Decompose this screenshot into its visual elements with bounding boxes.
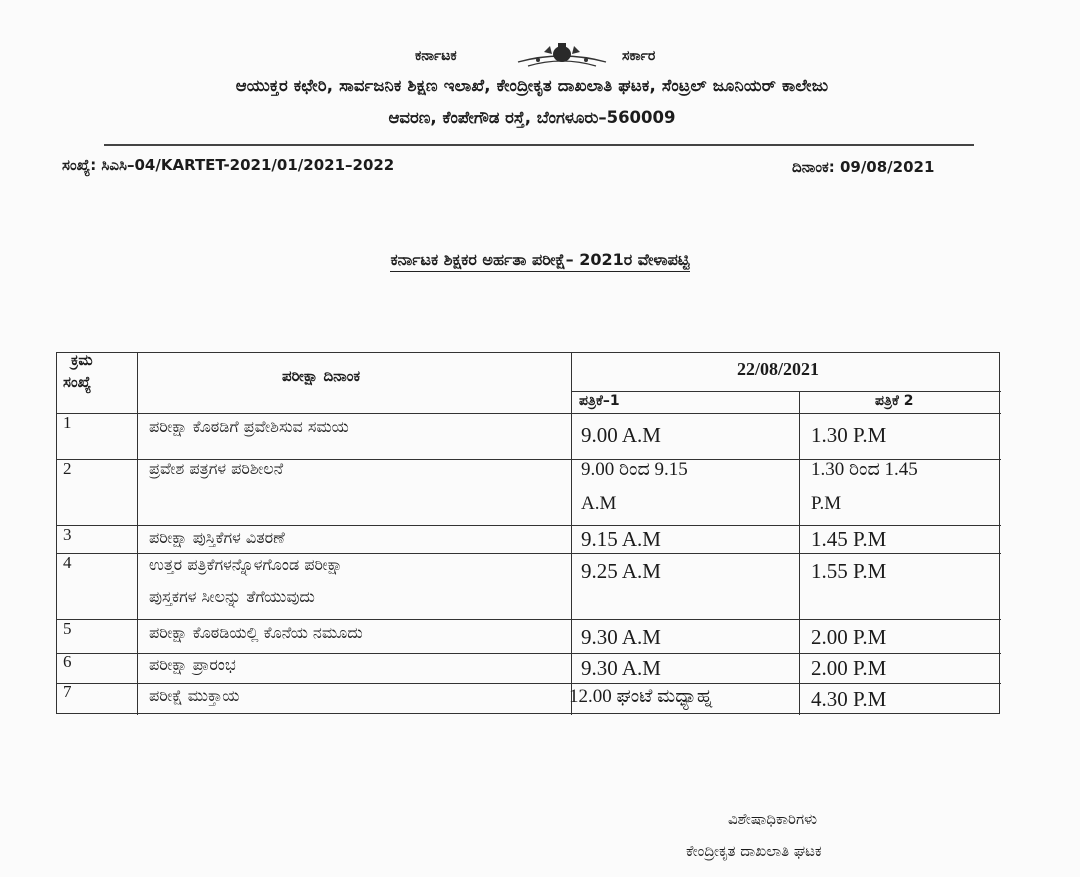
header-divider <box>104 144 974 146</box>
row-paper1-time: 9.30 A.M <box>581 656 661 680</box>
table-row-divider <box>57 413 1001 414</box>
row-number: 1 <box>63 413 72 432</box>
signatory-designation: ವಿಶೇಷಾಧಿಕಾರಿಗಳು <box>728 810 817 828</box>
schedule-table <box>56 352 1000 714</box>
row-paper2-time: 2.00 P.M <box>811 625 887 649</box>
row-activity: ಪರೀಕ್ಷಾ ಪುಸ್ತಿಕೆಗಳ ವಿತರಣೆ <box>149 528 285 547</box>
reference-number: ಸಂಖ್ಯೆ: ಸಿಎಸಿ–04/KARTET-2021/01/2021–2022 <box>62 156 395 174</box>
letterhead-top <box>0 44 1080 74</box>
table-row-divider <box>57 525 1001 526</box>
row-paper1-time: 9.25 A.M <box>581 559 661 583</box>
table-row-divider <box>571 391 1001 392</box>
row-paper1-time: 9.00 A.M <box>581 423 661 447</box>
row-activity: ಪರೀಕ್ಷಾ ಕೊಠಡಿಯಲ್ಲಿ ಕೊನೆಯ ನಮೂದು <box>149 623 363 642</box>
row-activity: ಉತ್ತರ ಪತ್ರಿಕೆಗಳನ್ನೊಳಗೊಂಡ ಪರೀಕ್ಷಾ <box>149 555 343 574</box>
row-paper1-time: 12.00 ಘಂಟೆ ಮಧ್ಯಾಹ್ನ <box>569 686 713 707</box>
column-header-sno-line2: ಸಂಖ್ಯೆ <box>63 373 92 391</box>
table-col-divider <box>571 353 572 715</box>
row-activity-cont: ಪುಸ್ತಕಗಳ ಸೀಲನ್ನು ತೆಗೆಯುವುದು <box>149 587 315 606</box>
signatory-office: ಕೇಂದ್ರೀಕೃತ ದಾಖಲಾತಿ ಘಟಕ <box>686 842 822 860</box>
column-header-exam-date: ಪರೀಕ್ಷಾ ದಿನಾಂಕ <box>282 367 361 385</box>
document-title <box>0 250 1080 270</box>
document-title-text: ಕರ್ನಾಟಕ ಶಿಕ್ಷಕರ ಅರ್ಹತಾ ಪರೀಕ್ಷೆ– 2021ರ ವೇಳಾಪಟ್ಟಿ <box>390 250 689 272</box>
table-row-divider <box>57 653 1001 654</box>
table-row-divider <box>57 619 1001 620</box>
row-paper2-time: 1.30 ರಿಂದ 1.45 <box>811 459 918 480</box>
table-row-divider <box>57 553 1001 554</box>
row-paper1-time: 9.15 A.M <box>581 527 661 551</box>
row-activity: ಪರೀಕ್ಷೆ ಮುಕ್ತಾಯ <box>149 686 240 705</box>
row-activity: ಪ್ರವೇಶ ಪತ್ರಗಳ ಪರಿಶೀಲನೆ <box>149 459 284 478</box>
row-activity: ಪರೀಕ್ಷಾ ಕೊಠಡಿಗೆ ಪ್ರವೇಶಿಸುವ ಸಮಯ <box>149 417 349 436</box>
table-col-divider <box>137 353 138 715</box>
row-paper1-time: 9.30 A.M <box>581 625 661 649</box>
row-activity: ಪರೀಕ್ಷಾ ಪ್ರಾರಂಭ <box>149 655 236 674</box>
row-paper2-time: 4.30 P.M <box>811 687 887 711</box>
row-number: 2 <box>63 459 72 478</box>
office-address-line-1: ಆಯುಕ್ತರ ಕಛೇರಿ, ಸಾರ್ವಜನಿಕ ಶಿಕ್ಷಣ ಇಲಾಖೆ, ಕೇಂದ್ರೀಕೃತ ದಾಖಲಾತಿ ಘಟಕ, ಸೆಂಟ್ರಲ್ ಜೂನಿಯರ್ ಕಾಲೇಜು <box>235 76 829 95</box>
table-row-divider <box>57 683 1001 684</box>
row-number: 5 <box>63 619 72 638</box>
row-paper2-time: 1.30 P.M <box>811 423 887 447</box>
state-emblem-icon <box>514 40 610 72</box>
document-date: ದಿನಾಂಕ: 09/08/2021 <box>792 158 935 176</box>
row-paper2-time: 2.00 P.M <box>811 656 887 680</box>
office-address-line-2: ಆವರಣ, ಕೆಂಪೇಗೌಡ ರಸ್ತೆ, ಬೆಂಗಳೂರು–560009 <box>388 108 676 127</box>
row-paper1-time: 9.00 ರಿಂದ 9.15 <box>581 459 688 480</box>
exam-day: 22/08/2021 <box>737 359 820 379</box>
state-name-left: ಕರ್ನಾಟಕ <box>415 48 457 64</box>
row-paper1-time-cont: A.M <box>581 493 617 514</box>
row-paper2-time: 1.55 P.M <box>811 559 887 583</box>
column-header-sno-line1: ಕ್ರಮ <box>71 351 93 369</box>
row-number: 6 <box>63 652 72 671</box>
row-paper2-time: 1.45 P.M <box>811 527 887 551</box>
column-header-paper-2: ಪತ್ರಿಕೆ 2 <box>875 393 914 409</box>
row-number: 4 <box>63 553 72 572</box>
column-header-paper-1: ಪತ್ರಿಕೆ–1 <box>579 393 620 409</box>
row-number: 3 <box>63 525 72 544</box>
row-paper2-time-cont: P.M <box>811 493 842 514</box>
state-name-right: ಸರ್ಕಾರ <box>622 48 656 64</box>
row-number: 7 <box>63 682 72 701</box>
